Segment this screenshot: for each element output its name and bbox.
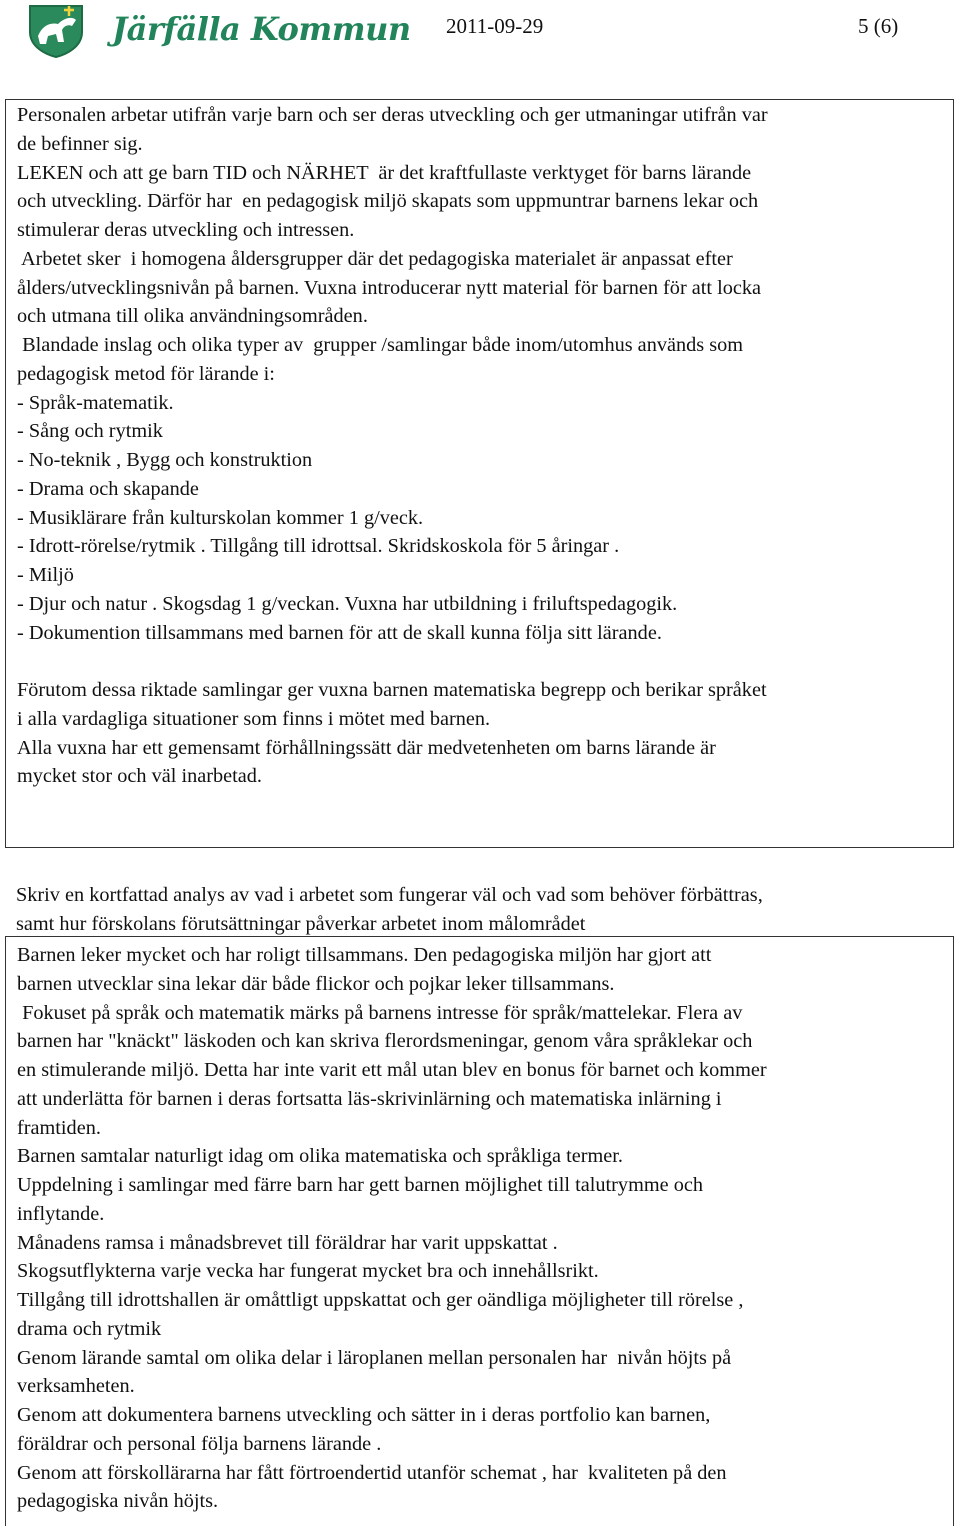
text-line: - No-teknik , Bygg och konstruktion [17, 449, 313, 471]
text-line: pedagogiska nivån höjts. [17, 1490, 219, 1513]
municipality-logo [24, 2, 411, 58]
prompt-line: samt hur förskolans förutsättningar påverkar arbetet inom målområdet [16, 912, 586, 935]
text-line: stimulerar deras utveckling och intressen. [17, 219, 355, 241]
text-line: Månadens ramsa i månadsbrevet till föräldrar har varit uppskattat . [17, 1231, 558, 1254]
text-line: framtiden. [17, 1116, 101, 1139]
document-date: 2011-09-29 [446, 14, 544, 38]
text-line: - Drama och skapande [17, 477, 199, 500]
prompt-line: Skriv en kortfattad analys av vad i arbetet som fungerar väl och vad som behöver förbättras, [16, 884, 763, 906]
text-line: Blandade inslag och olika typer av grupper /samlingar både inom/utomhus används som [17, 334, 744, 356]
analysis-box [5, 936, 954, 1526]
text-line: drama och rytmik [17, 1317, 162, 1340]
text-line: Genom att förskollärarna har fått förtroendertid utanför schemat , har kvaliteten på den [17, 1461, 727, 1484]
text-line: en stimulerande miljö. Detta har inte varit ett mål utan blev en bonus för barnet och kommer [17, 1059, 767, 1081]
text-line: - Miljö [17, 564, 74, 586]
text-line: mycket stor och väl inarbetad. [17, 765, 262, 788]
coat-of-arms-icon [24, 2, 88, 58]
text-line: Förutom dessa riktade samlingar ger vuxna barnen matematiska begrepp och berikar språket [17, 679, 767, 701]
text-line: Alla vuxna har ett gemensamt förhållningssätt där medvetenheten om barns lärande är [17, 736, 716, 759]
text-line: - Språk-matematik. [17, 391, 174, 414]
text-line: Barnen samtalar naturligt idag om olika matematiska och språkliga termer. [17, 1145, 623, 1168]
text-line: Skogsutflykterna varje vecka har fungerat mycket bra och innehållsrikt. [17, 1260, 599, 1283]
analysis-prompt [16, 881, 763, 939]
page-header [0, 0, 960, 60]
text-line: - Dokumention tillsammans med barnen för att de skall kunna följa sitt lärande. [17, 621, 662, 644]
description-text [17, 101, 768, 791]
text-line: verksamheten. [17, 1375, 135, 1398]
text-line: och utmana till olika användningsområden. [17, 305, 368, 328]
text-line: Arbetet sker i homogena åldersgrupper där det pedagogiska materialet är anpassat efter [17, 247, 733, 270]
text-line: - Idrott-rörelse/rytmik . Tillgång till idrottsal. Skridskoskola för 5 åringar . [17, 535, 620, 558]
text-line: föräldrar och personal följa barnens lärande . [17, 1432, 382, 1455]
text-line: - Musiklärare från kulturskolan kommer 1 g/veck. [17, 506, 424, 529]
text-line: i alla vardagliga situationer som finns i mötet med barnen. [17, 707, 491, 730]
text-line: och utveckling. Därför har en pedagogisk miljö skapats som uppmuntrar barnens lekar och [17, 190, 759, 213]
page-number: 5 (6) [858, 14, 899, 38]
blank-line [17, 647, 768, 676]
text-line: Genom lärande samtal om olika delar i läroplanen mellan personalen har nivån höjts på [17, 1346, 732, 1369]
text-line: pedagogisk metod för lärande i: [17, 362, 275, 385]
text-line: Uppdelning i samlingar med färre barn har gett barnen möjlighet till talutrymme och [17, 1174, 703, 1196]
text-line: - Djur och natur . Skogsdag 1 g/veckan. Vuxna har utbildning i friluftspedagogik. [17, 592, 678, 615]
text-line: inflytande. [17, 1202, 105, 1225]
text-line: de befinner sig. [17, 132, 143, 155]
logo-wordmark: Järfälla Kommun [112, 10, 411, 48]
text-line: - Sång och rytmik [17, 420, 163, 443]
description-box [5, 99, 954, 848]
text-line: ålders/utvecklingsnivån på barnen. Vuxna introducerar nytt material för barnen för att locka [17, 276, 762, 299]
text-line: Genom att dokumentera barnens utveckling och sätter in i deras portfolio kan barnen, [17, 1404, 711, 1426]
text-line: att underlätta för barnen i deras fortsatta läs-skrivinlärning och matematiska inlärning i [17, 1087, 722, 1110]
text-line: Tillgång till idrottshallen är omåttligt uppskattat och ger oändliga möjligheter till rörelse , [17, 1289, 744, 1311]
text-line: Personalen arbetar utifrån varje barn och ser deras utveckling och ger utmaningar utifrån var [17, 104, 768, 126]
text-line: LEKEN och att ge barn TID och NÄRHET är det kraftfullaste verktyget för barns lärande [17, 161, 752, 184]
text-line: Barnen leker mycket och har roligt tillsammans. Den pedagogiska miljön har gjort att [17, 944, 712, 966]
text-line: Fokuset på språk och matematik märks på barnens intresse för språk/mattelekar. Flera av [17, 1001, 743, 1024]
analysis-text [17, 941, 767, 1516]
text-line: barnen utvecklar sina lekar där både flickor och pojkar leker tillsammans. [17, 972, 615, 995]
text-line: barnen har "knäckt" läskoden och kan skriva flerordsmeningar, genom våra språklekar och [17, 1030, 753, 1053]
